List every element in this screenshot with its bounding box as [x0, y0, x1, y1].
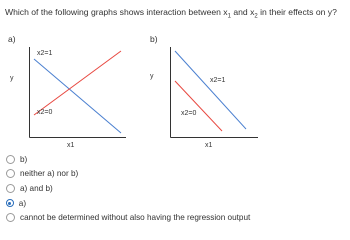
graph-b-line1-label: x2=1	[210, 77, 226, 84]
graph-a-line-x2-1	[34, 59, 121, 133]
radio-button[interactable]	[6, 155, 15, 164]
graph-a-xlabel: x1	[67, 142, 75, 149]
graph-b	[170, 47, 258, 138]
option-label: b)	[20, 154, 28, 164]
answer-options	[6, 152, 250, 225]
graph-a-ylabel: y	[10, 75, 14, 82]
option-label: neither a) nor b)	[20, 169, 79, 179]
graph-b-xlabel: x1	[205, 142, 213, 149]
option-label: a) and b)	[20, 183, 53, 193]
graph-b-plot	[170, 47, 258, 138]
question-suffix: in their effects on y?	[257, 7, 337, 17]
graph-b-label: b)	[150, 34, 158, 44]
graph-a-label: a)	[8, 34, 16, 44]
radio-button-selected[interactable]	[6, 199, 14, 207]
question-text	[5, 7, 350, 20]
option-label: a)	[18, 198, 27, 208]
question-sub2: 2	[254, 13, 258, 20]
graph-a-line2-label: x2=0	[37, 109, 53, 116]
question-sub1: 1	[227, 13, 231, 20]
graph-b-ylabel: y	[150, 73, 154, 80]
question-middle: and x	[230, 7, 255, 17]
option-cannot-determine[interactable]	[6, 210, 250, 225]
radio-button[interactable]	[6, 184, 15, 193]
option-b[interactable]	[6, 152, 250, 167]
radio-button[interactable]	[6, 213, 15, 222]
graph-a-plot	[29, 47, 126, 138]
radio-button[interactable]	[6, 169, 15, 178]
option-label: cannot be determined without also having the regression output	[20, 213, 251, 223]
option-a[interactable]	[6, 196, 250, 211]
graph-b-line2-label: x2=0	[181, 110, 197, 117]
option-neither[interactable]	[6, 167, 250, 182]
option-a-and-b[interactable]	[6, 181, 250, 196]
graph-b-line-x2-1	[175, 51, 246, 129]
graph-a-line1-label: x2=1	[37, 50, 53, 57]
question-prefix: Which of the following graphs shows interaction between x	[5, 7, 228, 17]
graph-b-line-x2-0	[175, 81, 222, 131]
graph-a-line-x2-0	[34, 51, 121, 115]
graph-a	[29, 47, 126, 138]
